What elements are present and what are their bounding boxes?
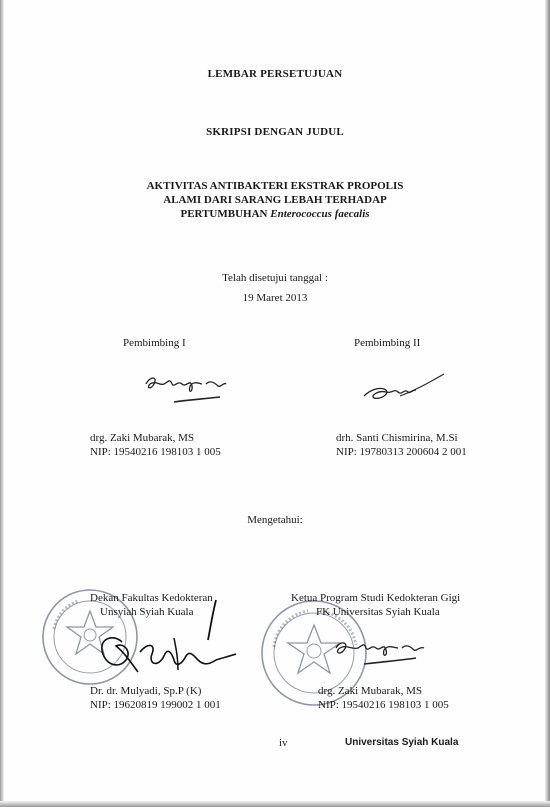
advisor-1-nip: NIP: 19540216 198103 1 005 [90, 446, 221, 458]
official-2-title: Ketua Program Studi Kedokteran Gigi [291, 592, 461, 604]
official-2-nip: NIP: 19540216 198103 1 005 [318, 699, 449, 711]
scan-edge-bottom [0, 801, 550, 807]
advisor-1-role: Pembimbing I [123, 337, 186, 349]
thesis-title-prefix: PERTUMBUHAN [180, 208, 271, 220]
scan-edge-right [545, 0, 550, 807]
thesis-title-line-3 [0, 207, 550, 221]
advisor-1-name: drg. Zaki Mubarak, MS [90, 432, 194, 444]
advisor-2-name: drh. Santi Chismirina, M.Si [336, 432, 458, 444]
thesis-title-line-1: AKTIVITAS ANTIBAKTERI EKSTRAK PROPOLIS [146, 180, 404, 192]
advisor-1-signature [140, 370, 230, 410]
official-1-name: Dr. dr. Mulyadi, Sp.P (K) [90, 685, 202, 697]
thesis-title-line-2: ALAMI DARI SARANG LEBAH TERHADAP [163, 194, 387, 206]
official-1-nip: NIP: 19620819 199002 1 001 [90, 699, 221, 711]
official-2-institution: FK Universitas Syiah Kuala [316, 606, 440, 618]
document-heading: LEMBAR PERSETUJUAN [207, 68, 343, 80]
advisor-2-role: Pembimbing II [354, 337, 421, 349]
official-2-name: drg. Zaki Mubarak, MS [318, 685, 422, 697]
official-1-title: Dekan Fakultas Kedokteran [90, 592, 213, 604]
scan-edge-left [0, 0, 4, 807]
approval-date: 19 Maret 2013 [242, 292, 308, 304]
page-number: iv [279, 737, 288, 749]
dean-signature [60, 594, 250, 689]
thesis-title-species: Enterococcus faecalis [270, 208, 370, 220]
advisor-2-nip: NIP: 19780313 200604 2 001 [336, 446, 467, 458]
footer-university: Universitas Syiah Kuala [345, 737, 459, 748]
advisor-2-signature [360, 370, 450, 410]
official-1-institution: Unsyiah Syiah Kuala [100, 606, 194, 618]
document-subheading: SKRIPSI DENGAN JUDUL [206, 126, 344, 138]
acknowledged-label: Mengetahui: [247, 514, 303, 526]
approval-label: Telah disetujui tanggal : [222, 272, 328, 284]
program-head-signature [330, 636, 430, 668]
